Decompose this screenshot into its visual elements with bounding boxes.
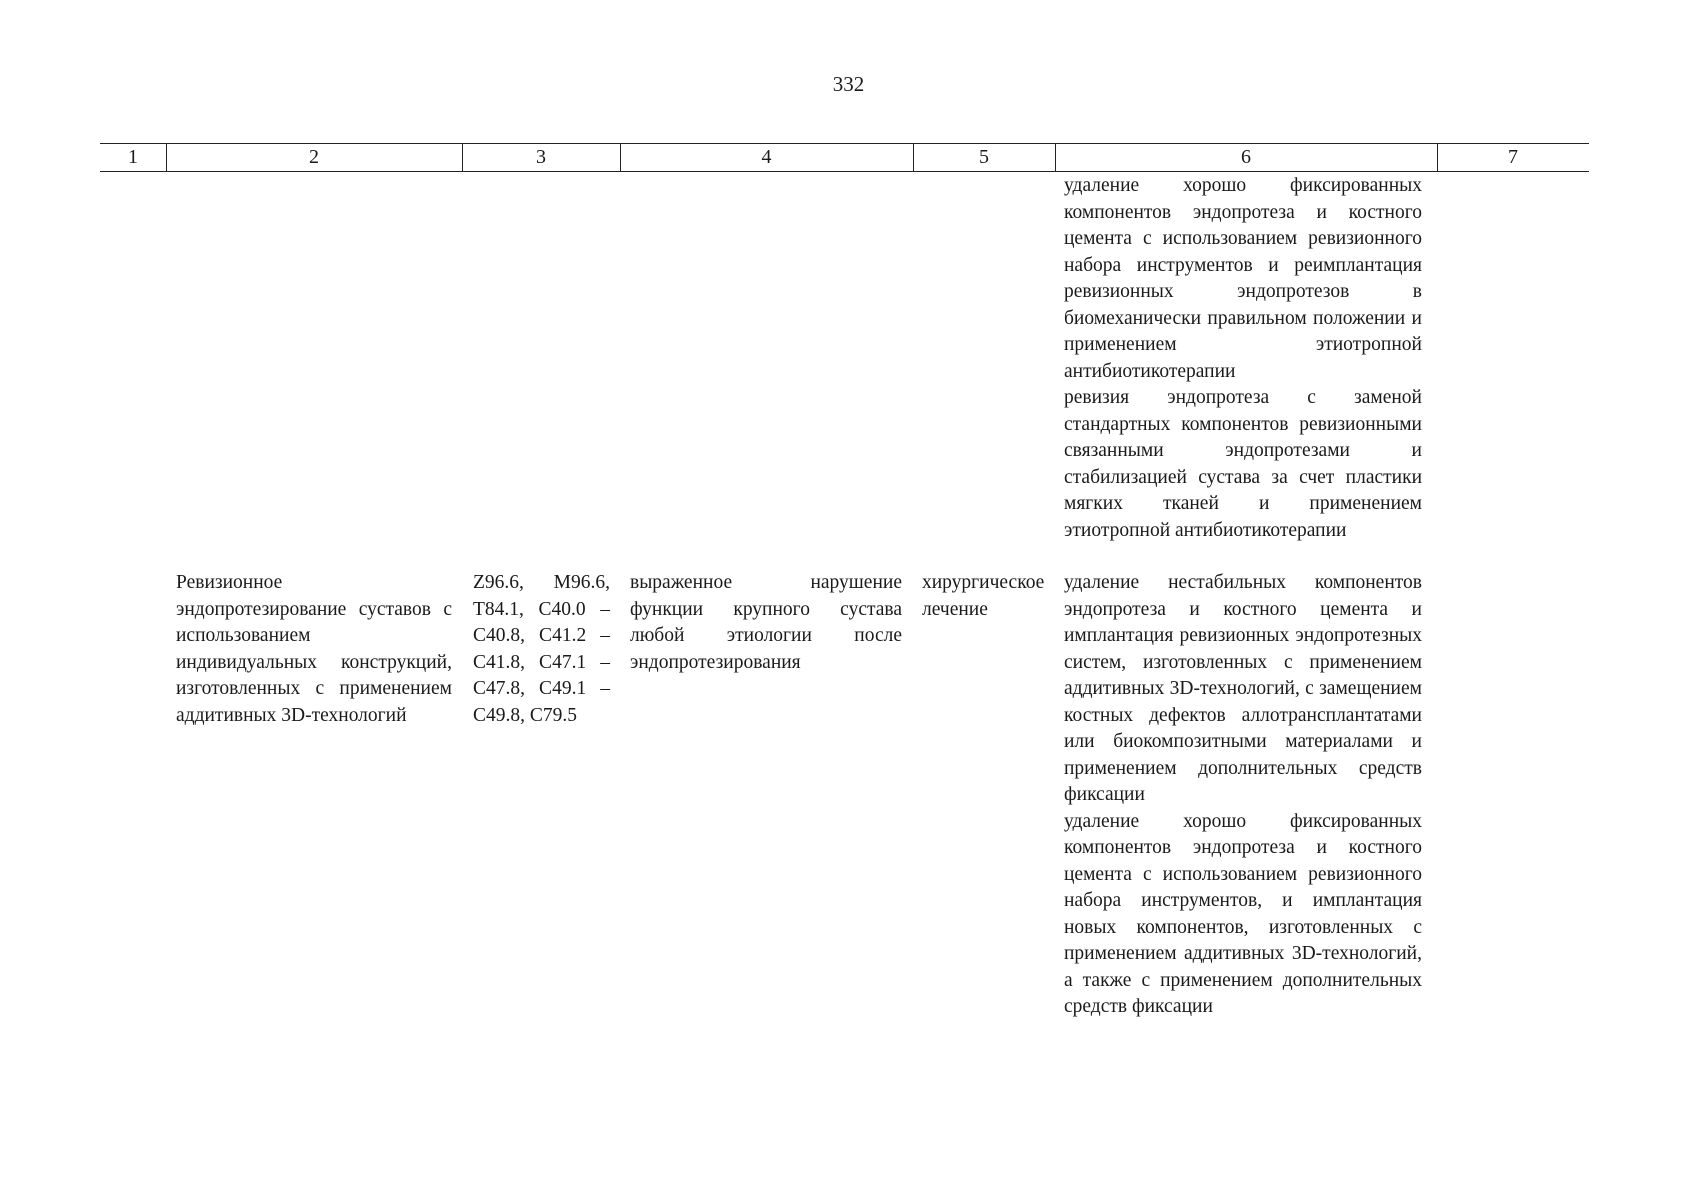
continued-row-col6: [1064, 173, 1422, 544]
row-col2-intervention-name: Ревизионное эндопротезирование суставов с использованием индивидуальных конструкций, изготовленных с применением аддитивных 3D-технологий: [176, 572, 452, 726]
treatment-method-text: удаление хорошо фиксированных компонентов эндопротеза и костного цемента с использованием ревизионного набора инструментов, и имплантация новых компонентов, изготовленных с применением аддитивных 3D-технологий, а также с применением дополнительных средств фиксации: [1064, 810, 1422, 1017]
header-cell-4: 4: [761, 146, 772, 168]
row-col5-treatment-type: хирургическое лечение: [922, 572, 1045, 620]
treatment-method-text: ревизия эндопротеза с заменой стандартных компонентов ревизионными связанными эндопротезами и стабилизацией сустава за счет пластики мягких тканей и применением этиотропной антибиотикотерапии: [1064, 387, 1422, 541]
header-cell-1: 1: [128, 146, 138, 168]
treatment-method-text: удаление хорошо фиксированных компонентов эндопротеза и костного цемента с использованием ревизионного набора инструментов и реимплантация ревизионных эндопротезов в биомеханически правильном положении и применением этиотропной антибиотикотерапии: [1064, 175, 1422, 382]
header-cell-7: 7: [1508, 146, 1518, 168]
page-number: 332: [832, 72, 865, 96]
row-col3-icd-codes: Z96.6, M96.6, T84.1, C40.0 – C40.8, C41.2 – C41.8, C47.1 – C47.8, C49.1 – C49.8, C79.5: [473, 572, 610, 726]
header-cell-2: 2: [309, 146, 319, 168]
row-col4-patient-model: выраженное нарушение функции крупного сустава любой этиологии после эндопротезирования: [630, 572, 902, 673]
header-cell-3: 3: [536, 146, 546, 168]
table-header-row: [100, 143, 1589, 172]
row-col6-treatment-methods: [1064, 570, 1422, 1021]
header-cell-5: 5: [979, 146, 989, 168]
treatment-method-text: удаление нестабильных компонентов эндопротеза и костного цемента и имплантация ревизионных эндопротезных систем, изготовленных с применением аддитивных 3D-технологий, с замещением костных дефектов аллотрансплантатами или биокомпозитными материалами и применением дополнительных средств фиксации: [1064, 572, 1422, 805]
header-cell-6: 6: [1241, 146, 1251, 168]
